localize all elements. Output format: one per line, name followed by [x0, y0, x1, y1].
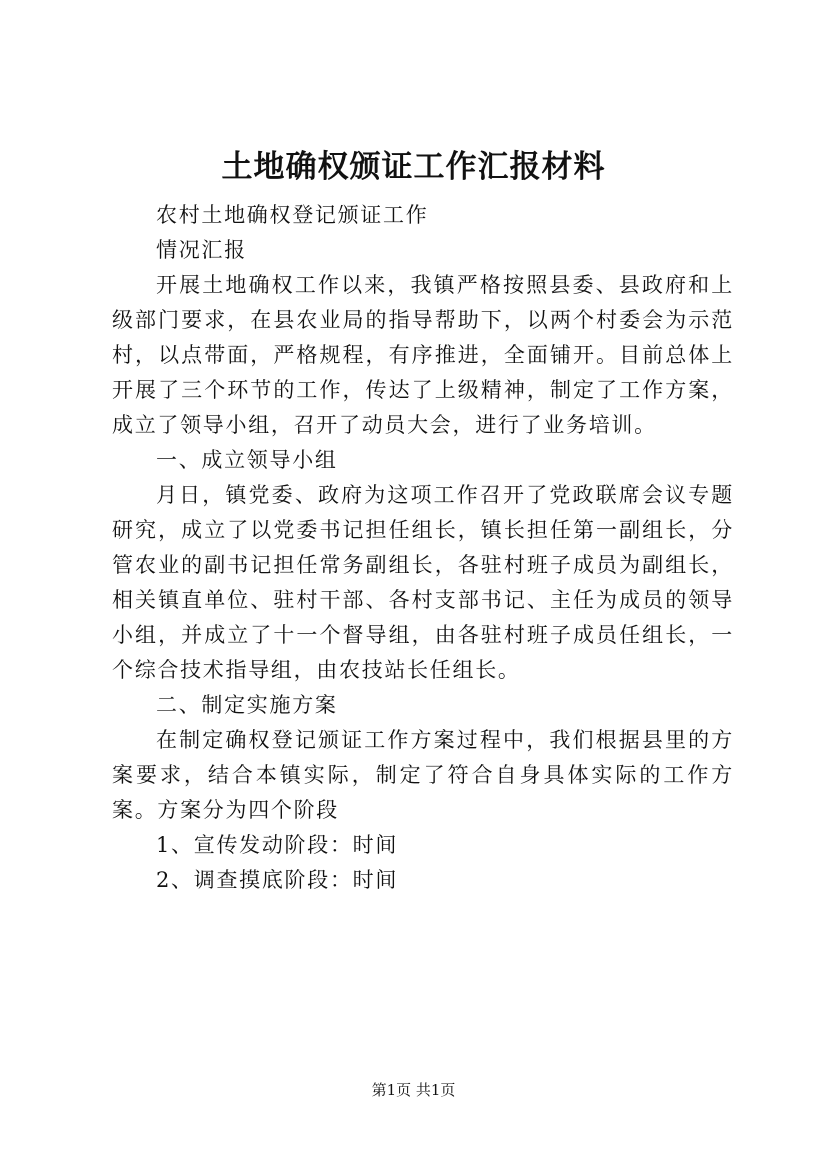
list-item-stage-2: 2、调查摸底阶段：时间: [156, 868, 399, 892]
list-item-stage-1: 1、宣传发动阶段：时间: [156, 833, 399, 857]
paragraph-section-1: 月日，镇党委、政府为这项工作召开了党政联席会议专题研究，成立了以党委书记担任组长，镇长担任第一副组长，分管农业的副书记担任常务副组长，各驻村班子成员为副组长，相关镇直单位、驻村干部、各村支部书记、主任为成员的领导小组，并成立了十一个督导组，由各驻村班子成员任组长，一个综合技术指导组，由农技站长任组长。: [112, 483, 734, 682]
page-number-footer: 第1页 共1页: [371, 1081, 456, 1099]
document-body: [112, 198, 734, 898]
paragraph-section-2: 在制定确权登记颁证工作方案过程中，我们根据县里的方案要求，结合本镇实际，制定了符合自身具体实际的工作方案。方案分为四个阶段: [112, 728, 734, 822]
paragraph-intro: 开展土地确权工作以来，我镇严格按照县委、县政府和上级部门要求，在县农业局的指导帮助下，以两个村委会为示范村，以点带面，严格规程，有序推进，全面铺开。目前总体上开展了三个环节的工作，传达了上级精神，制定了工作方案，成立了领导小组，召开了动员大会，进行了业务培训。: [112, 273, 734, 437]
paragraph-subtitle-line-1: 农村土地确权登记颁证工作: [156, 203, 429, 227]
paragraph-subtitle-line-2: 情况汇报: [156, 238, 247, 262]
section-heading-1: 一、成立领导小组: [156, 448, 338, 472]
document-title: 土地确权颁证工作汇报材料: [221, 149, 606, 185]
section-heading-2: 二、制定实施方案: [156, 693, 338, 717]
